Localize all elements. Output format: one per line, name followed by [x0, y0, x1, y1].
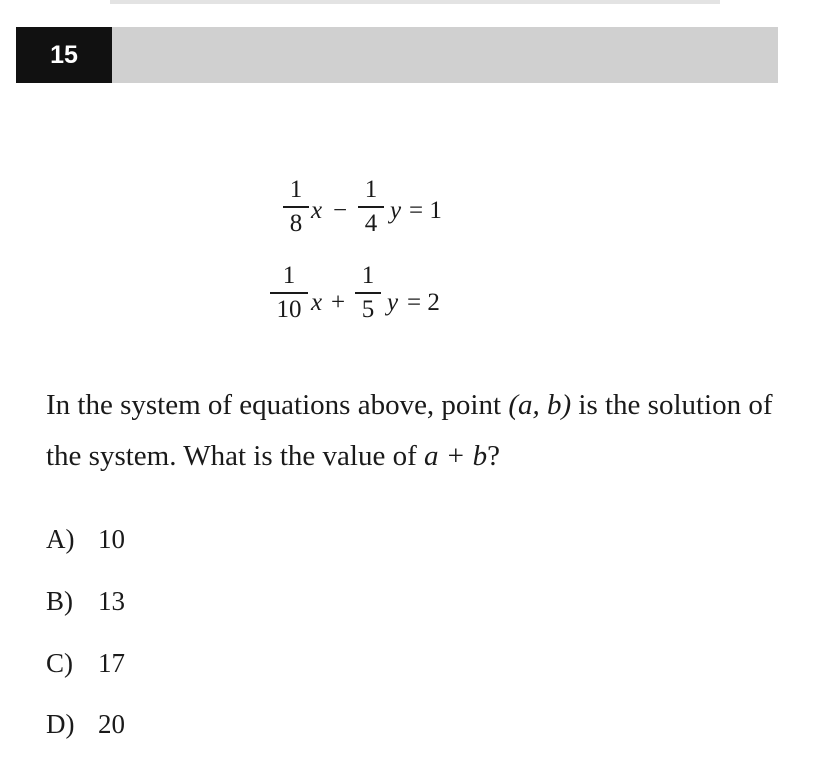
choice-letter: A) [46, 524, 75, 554]
fraction-bar [355, 292, 381, 294]
choice-value: 10 [98, 524, 125, 554]
choice-letter: C) [46, 648, 73, 678]
variable-x: x [311, 289, 323, 316]
question-text-part1: In the system of equations above, point [46, 389, 502, 421]
denominator: 10 [276, 295, 302, 323]
point-label: (a, b) [508, 389, 572, 421]
denominator: 4 [364, 209, 378, 237]
fraction-bar [283, 206, 309, 208]
question-mark: ? [487, 440, 500, 472]
question-text [46, 380, 786, 482]
fraction-bar [358, 206, 384, 208]
fraction-one-eighth [283, 177, 309, 236]
numerator: 1 [364, 176, 378, 203]
choice-letter: B) [46, 586, 73, 616]
plus-sign: + [331, 289, 346, 316]
choice-letter: D) [46, 709, 75, 739]
denominator: 5 [361, 295, 375, 323]
variable-y: y [390, 197, 402, 224]
choice-value: 17 [98, 648, 125, 678]
choice-value: 20 [98, 709, 125, 739]
minus-sign: − [333, 197, 348, 224]
fraction-one-tenth [270, 263, 308, 322]
fraction-bar [270, 292, 308, 294]
numerator: 1 [282, 262, 296, 289]
expression: a + b [424, 440, 488, 472]
choice-b[interactable] [46, 588, 125, 615]
choice-d[interactable] [46, 711, 125, 738]
denominator: 8 [289, 209, 303, 237]
question-number: 15 [16, 27, 112, 83]
choice-c[interactable] [46, 650, 125, 677]
question-text-part2: is the solution of the system. What is the value of [46, 389, 773, 472]
right-hand-side: = 2 [407, 289, 440, 316]
fraction-one-fifth [355, 263, 381, 322]
fraction-one-fourth [358, 177, 384, 236]
numerator: 1 [361, 262, 375, 289]
choice-value: 13 [98, 586, 125, 616]
variable-x: x [311, 197, 323, 224]
question-header-bar [16, 27, 778, 83]
choice-a[interactable] [46, 526, 125, 553]
top-divider [110, 0, 720, 4]
right-hand-side: = 1 [409, 197, 442, 224]
numerator: 1 [289, 176, 303, 203]
variable-y: y [387, 289, 399, 316]
